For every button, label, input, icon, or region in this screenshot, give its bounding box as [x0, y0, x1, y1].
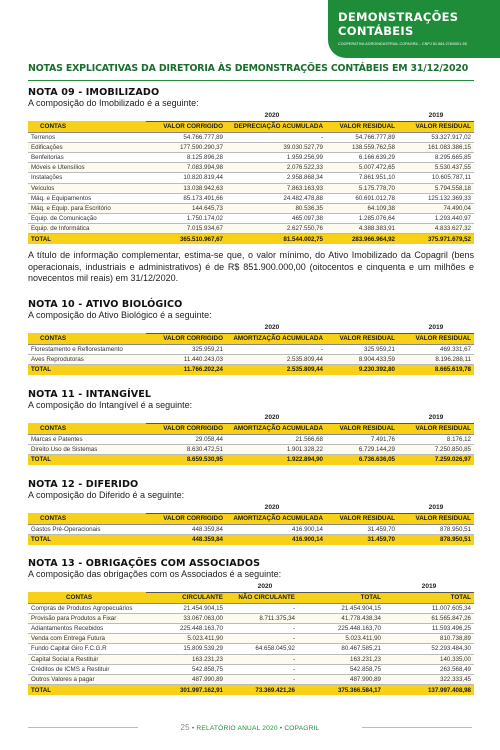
value-cell: 138.559.762,58	[326, 142, 398, 152]
row-label-cell: Compras de Produtos Agropecuários	[28, 603, 146, 613]
value-cell: 41.778.438,34	[298, 613, 384, 623]
row-label-cell: Máq. e Equip. para Escritório	[28, 203, 146, 213]
value-cell: 52.293.484,30	[384, 644, 474, 654]
value-cell: 2.627.550,76	[226, 224, 326, 234]
value-cell: 322.333,45	[384, 674, 474, 684]
note-10-title: NOTA 10 - ATIVO BIOLÓGICO	[28, 299, 183, 310]
value-cell: 11.593.496,25	[384, 623, 474, 633]
note-11-title: NOTA 11 - INTANGÍVEL	[28, 389, 152, 400]
value-cell: -	[226, 664, 298, 674]
table-row	[28, 634, 474, 644]
value-cell: 10.605.787,11	[398, 173, 474, 183]
note-13-intro: A composição das obrigações com os Associados é a seguinte:	[28, 569, 282, 579]
value-cell: 29.058,44	[146, 434, 226, 444]
row-label-cell: Créditos de ICMS a Restituir	[28, 664, 146, 674]
year-2019-label: 2019	[398, 503, 474, 514]
total-row: TOTAL 8.659.530,95 1.922.894,90 6.736.636,05 7.259.026,97	[28, 454, 474, 465]
value-cell: 21.454.904,15	[146, 603, 226, 613]
column-header-row: CONTAS CIRCULANTE NÃO CIRCULANTE TOTAL TOTAL	[28, 592, 474, 603]
note-10-intro: A composição do Ativo Biológico é a seguinte:	[28, 310, 212, 320]
year-header-row	[28, 323, 474, 334]
table-row	[28, 623, 474, 633]
value-cell: 24.482.478,88	[226, 193, 326, 203]
row-label-cell: Equip. de Informática	[28, 224, 146, 234]
value-cell: 5.023.411,90	[146, 634, 226, 644]
note-12-section	[28, 479, 474, 545]
total-row: TOTAL 448.359,84 416.900,14 31.459,70 878.950,51	[28, 534, 474, 545]
value-cell: -	[226, 623, 298, 633]
value-cell: 8.176,12	[398, 434, 474, 444]
col-valor-residual-2020: VALOR RESIDUAL	[326, 121, 398, 132]
value-cell: 11.440.243,03	[146, 354, 226, 364]
value-cell: 163.231,23	[146, 654, 226, 664]
value-cell: 80.467.585,21	[298, 644, 384, 654]
value-cell: 11.007.605,34	[384, 603, 474, 613]
value-cell: 465.097,38	[226, 214, 326, 224]
row-label-cell: Outros Valores a pagar	[28, 674, 146, 684]
value-cell: 7.083.994,98	[146, 163, 226, 173]
title-divider	[28, 80, 474, 81]
year-2020-label: 2020	[146, 413, 398, 424]
value-cell: -	[226, 344, 326, 354]
note-09-intro: A composição do Imobilizado é a seguinte:	[28, 98, 199, 108]
value-cell: 878.950,51	[398, 524, 474, 534]
value-cell: 13.038.942,63	[146, 183, 226, 193]
year-2019-label: 2019	[398, 413, 474, 424]
page-title: NOTAS EXPLICATIVAS DA DIRETORIA ÀS DEMONSTRAÇÕES CONTÁBEIS EM 31/12/2020	[28, 63, 469, 74]
year-2020-label: 2020	[146, 323, 398, 334]
year-header-row	[28, 413, 474, 424]
value-cell: 7.250.850,85	[398, 444, 474, 454]
value-cell: 61.565.847,26	[384, 613, 474, 623]
value-cell: 263.568,49	[384, 664, 474, 674]
value-cell: 8.630.472,51	[146, 444, 226, 454]
row-label-cell: Venda com Entrega Futura	[28, 634, 146, 644]
year-2019-label: 2019	[398, 323, 474, 334]
value-cell: 469.331,67	[398, 344, 474, 354]
note-10-section	[28, 299, 474, 375]
value-cell: 1.293.440,97	[398, 214, 474, 224]
note-09-table	[28, 111, 474, 245]
value-cell: 5.175.778,70	[326, 183, 398, 193]
row-label-cell: Marcas e Patentes	[28, 434, 146, 444]
column-header-row: CONTAS VALOR CORRIGIDO AMORTIZAÇÃO ACUMULADA VALOR RESIDUAL VALOR RESIDUAL	[28, 513, 474, 524]
row-label-cell: Máq. e Equipamentos	[28, 193, 146, 203]
col-contas: CONTAS	[28, 121, 146, 132]
page-number: 25	[180, 723, 190, 732]
value-cell: 8.295.665,85	[398, 152, 474, 162]
value-cell: 15.809.539,29	[146, 644, 226, 654]
row-label-cell: Fundo Capital Giro F.C.G.R	[28, 644, 146, 654]
value-cell: 542.858,75	[298, 664, 384, 674]
value-cell: -	[226, 654, 298, 664]
note-12-title: NOTA 12 - DIFERIDO	[28, 479, 139, 490]
note-12-intro: A composição do Diferido é a seguinte:	[28, 490, 185, 500]
value-cell: 487.990,89	[298, 674, 384, 684]
col-valor-residual-2019: VALOR RESIDUAL	[398, 121, 474, 132]
column-header-row: CONTAS VALOR CORRIGIDO AMORTIZAÇÃO ACUMULADA VALOR RESIDUAL VALOR RESIDUAL	[28, 423, 474, 434]
column-header-row	[28, 121, 474, 132]
value-cell: 74.490,04	[398, 203, 474, 213]
table-row	[28, 173, 474, 183]
value-cell: 33.067.063,00	[146, 613, 226, 623]
value-cell: 810.738,89	[384, 634, 474, 644]
row-label-cell: Florestamento e Reflorestamento	[28, 344, 146, 354]
table-row	[28, 664, 474, 674]
year-2019-label: 2019	[398, 111, 474, 122]
table-row	[28, 654, 474, 664]
value-cell: 7.015.934,67	[146, 224, 226, 234]
year-header-row	[28, 582, 474, 593]
value-cell: 1.959.256,99	[226, 152, 326, 162]
table-row	[28, 224, 474, 234]
value-cell: 2.535.809,44	[226, 354, 326, 364]
value-cell: 8.125.896,28	[146, 152, 226, 162]
value-cell: -	[226, 132, 326, 142]
value-cell: 325.959,21	[326, 344, 398, 354]
note-10-table	[28, 323, 474, 375]
footer-report-label: RELATÓRIO ANUAL 2020	[196, 725, 278, 732]
banner-title-line1: DEMONSTRAÇÕES	[338, 10, 459, 24]
row-label-cell: Edificações	[28, 142, 146, 152]
value-cell: 5.007.472,65	[326, 163, 398, 173]
note-11-section	[28, 389, 474, 465]
table-row	[28, 163, 474, 173]
value-cell: 4.833.627,32	[398, 224, 474, 234]
row-label-cell: Aves Reprodutoras	[28, 354, 146, 364]
total-row: TOTAL 11.766.202,24 2.535.809,44 9.230.392,80 8.665.619,78	[28, 364, 474, 375]
table-row	[28, 644, 474, 654]
value-cell: 163.231,23	[298, 654, 384, 664]
value-cell: 1.750.174,02	[146, 214, 226, 224]
value-cell: 53.327.917,02	[398, 132, 474, 142]
value-cell: 177.590.290,37	[146, 142, 226, 152]
value-cell: 7.861.951,10	[326, 173, 398, 183]
table-row	[28, 203, 474, 213]
row-label-cell: Provisão para Produtos a Fixar	[28, 613, 146, 623]
total-row: TOTAL 301.997.162,91 73.369.421,26 375.366.584,17 137.997.408,98	[28, 685, 474, 696]
table-row	[28, 354, 474, 364]
value-cell: -	[226, 634, 298, 644]
value-cell: 31.459,70	[326, 524, 398, 534]
year-2019-label: 2019	[384, 582, 474, 593]
value-cell: 21.566,68	[226, 434, 326, 444]
section-banner	[328, 0, 500, 58]
value-cell: 7.863.163,93	[226, 183, 326, 193]
row-label-cell: Benfeitorias	[28, 152, 146, 162]
footer-brand: COPAGRIL	[284, 725, 320, 732]
table-row	[28, 142, 474, 152]
value-cell: 60.691.012,78	[326, 193, 398, 203]
year-header-row	[28, 111, 474, 122]
row-label-cell: Veículos	[28, 183, 146, 193]
table-row	[28, 444, 474, 454]
table-row	[28, 183, 474, 193]
table-row	[28, 613, 474, 623]
banner-company-line: COOPERATIVA AGROINDUSTRIAL COPAGRIL - CNPJ 81.584.278/0001-55	[338, 42, 467, 46]
value-cell: 6.729.144,29	[326, 444, 398, 454]
value-cell: 140.335,00	[384, 654, 474, 664]
value-cell: 8.711.375,34	[226, 613, 298, 623]
note-13-table	[28, 582, 474, 696]
value-cell: 225.448.163,70	[298, 623, 384, 633]
note-12-table	[28, 503, 474, 545]
column-header-row: CONTAS VALOR CORRIGIDO AMORTIZAÇÃO ACUMULADA VALOR RESIDUAL VALOR RESIDUAL	[28, 333, 474, 344]
value-cell: 10.820.819,44	[146, 173, 226, 183]
value-cell: 448.359,84	[146, 524, 226, 534]
value-cell: 325.959,21	[146, 344, 226, 354]
value-cell: 5.023.411,90	[298, 634, 384, 644]
value-cell: 85.173.491,66	[146, 193, 226, 203]
table-row	[28, 524, 474, 534]
col-valor-corrigido: VALOR CORRIGIDO	[146, 121, 226, 132]
value-cell: 54.766.777,89	[146, 132, 226, 142]
value-cell: 5.794.558,18	[398, 183, 474, 193]
table-row	[28, 152, 474, 162]
row-label-cell: Móveis e Utensílios	[28, 163, 146, 173]
col-depreciacao: DEPRECIAÇÃO ACUMULADA	[226, 121, 326, 132]
value-cell: 8.904.433,59	[326, 354, 398, 364]
note-11-intro: A composição do Intangível é a seguinte:	[28, 400, 193, 410]
row-label-cell: Instalações	[28, 173, 146, 183]
value-cell: 64.109,38	[326, 203, 398, 213]
value-cell: 1.901.328,22	[226, 444, 326, 454]
year-2020-label: 2020	[146, 503, 398, 514]
value-cell: 125.132.369,33	[398, 193, 474, 203]
note-09-complement: A título de informação complementar, estima-se que, o valor mínimo, do Ativo Imobilizado da Copagril (bens operacionais, industriais e administrativos) é de R$ 851.900.000,00 (oitocentos e cinquenta e um milhões e novecentos mil reais) em 31/12/2020.	[28, 250, 474, 283]
value-cell: 225.448.163,70	[146, 623, 226, 633]
value-cell: 4.388.383,91	[326, 224, 398, 234]
value-cell: 80.536,35	[226, 203, 326, 213]
note-09-title: NOTA 09 - IMOBILIZADO	[28, 87, 160, 98]
year-header-row	[28, 503, 474, 514]
row-label-cell: Capital Social a Restituir	[28, 654, 146, 664]
value-cell: 542.858,75	[146, 664, 226, 674]
value-cell: -	[226, 674, 298, 684]
value-cell: 1.285.076,64	[326, 214, 398, 224]
note-09-section	[28, 87, 474, 284]
value-cell: 5.530.437,55	[398, 163, 474, 173]
value-cell: 64.658.045,92	[226, 644, 298, 654]
value-cell: -	[226, 603, 298, 613]
banner-title-line2: CONTÁBEIS	[338, 24, 414, 38]
note-13-title: NOTA 13 - OBRIGAÇÕES COM ASSOCIADOS	[28, 558, 261, 569]
value-cell: 416.900,14	[226, 524, 326, 534]
table-row	[28, 214, 474, 224]
value-cell: 54.766.777,89	[326, 132, 398, 142]
row-label-cell: Equip. de Comunicação	[28, 214, 146, 224]
table-row	[28, 132, 474, 142]
row-label-cell: Adiantamentos Recebidos	[28, 623, 146, 633]
value-cell: 487.990,89	[146, 674, 226, 684]
footer-separator: •	[279, 725, 285, 732]
year-2020-label: 2020	[146, 582, 384, 593]
value-cell: 39.030.527,79	[226, 142, 326, 152]
total-row: TOTAL 365.510.967,67 81.544.002,75 283.966.964,92 375.971.679,52	[28, 234, 474, 245]
year-2020-label: 2020	[146, 111, 398, 122]
value-cell: 2.958.868,34	[226, 173, 326, 183]
table-row	[28, 674, 474, 684]
value-cell: 21.454.904,15	[298, 603, 384, 613]
table-row	[28, 193, 474, 203]
row-label-cell: Terrenos	[28, 132, 146, 142]
row-label-cell: Direito Uso de Sistemas	[28, 444, 146, 454]
value-cell: 144.645,73	[146, 203, 226, 213]
table-row	[28, 603, 474, 613]
table-row	[28, 434, 474, 444]
value-cell: 161.083.386,15	[398, 142, 474, 152]
row-label-cell: Gastos Pré-Operacionais	[28, 524, 146, 534]
value-cell: 6.166.639,29	[326, 152, 398, 162]
value-cell: 7.491,76	[326, 434, 398, 444]
value-cell: 2.076.522,33	[226, 163, 326, 173]
note-13-section	[28, 558, 474, 695]
page-footer	[0, 723, 500, 732]
value-cell: 8.196.288,11	[398, 354, 474, 364]
footer-separator: •	[191, 725, 197, 732]
note-11-table	[28, 413, 474, 465]
table-row	[28, 344, 474, 354]
